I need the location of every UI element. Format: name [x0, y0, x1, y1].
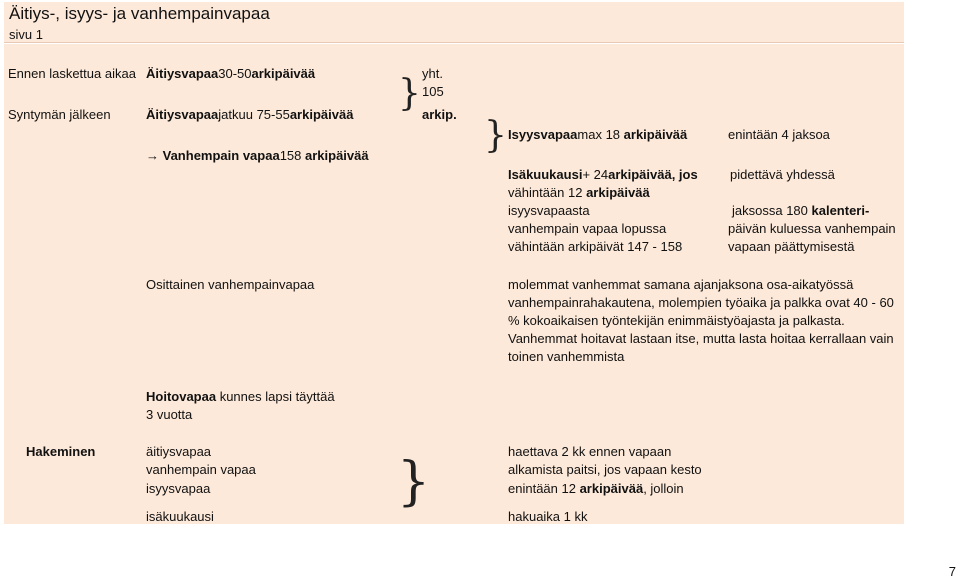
partial-line5: toinen vanhemmista [508, 349, 625, 364]
together-line4: vapaan päättymisestä [728, 239, 855, 254]
application-right2: alkamista paitsi, jos vapaan kesto [508, 462, 702, 477]
together-line1: pidettävä yhdessä [730, 167, 835, 182]
after-birth-detail [146, 106, 353, 124]
total-line2: 105 [422, 84, 444, 99]
isakuukausi-min-unit: arkipäivää [586, 185, 650, 200]
application-item-isakuukausi: isäkuukausi [146, 509, 214, 524]
brace-maternity: } [398, 73, 421, 114]
page-subtitle: sivu 1 [9, 27, 43, 42]
brace-paternity: } [484, 115, 507, 156]
application-item-maternity: äitiysvapaa [146, 444, 212, 459]
label-partial-leave: Osittainen vanhempainvapaa [146, 277, 315, 292]
isakuukausi-line4: vanhempain vapaa lopussa [508, 221, 667, 236]
care-leave-line1 [146, 388, 335, 406]
before-birth-unit: arkipäivää [251, 66, 316, 81]
total-line3: arkip. [422, 107, 457, 122]
paternity-unit: arkipäivää [623, 127, 688, 142]
paternity-row [508, 126, 687, 144]
label-after-birth: Syntymän jälkeen [8, 107, 111, 122]
paternity-periods: enintään 4 jaksoa [728, 127, 830, 142]
isakuukausi-unit: arkipäivää, jos [608, 167, 698, 182]
application-right3-a: enintään 12 [508, 481, 580, 496]
paternity-max: max 18 [577, 127, 624, 142]
parental-days: 158 [279, 148, 305, 163]
isakuukausi-name: Isäkuukausi [508, 167, 583, 182]
together-days: jaksossa 180 [732, 203, 812, 218]
partial-line4: Vanhemmat hoitavat lastaan itse, mutta lasta hoitaa kerrallaan vain [508, 331, 894, 346]
before-birth-detail [146, 65, 315, 83]
maternity-name-2: Äitiysvapaa [146, 107, 219, 122]
content-panel [4, 44, 904, 524]
page-title: Äitiys-, isyys- ja vanhempainvapaa [9, 4, 270, 23]
application-right3-unit: arkipäivää [579, 481, 644, 496]
isakuukausi-min: vähintään 12 [508, 185, 587, 200]
isakuukausi-line3: isyysvapaasta [508, 203, 590, 218]
header-bar [4, 2, 904, 43]
together-unit: kalenteri- [811, 203, 870, 218]
care-leave-name: Hoitovapaa [146, 389, 217, 404]
isakuukausi-line5: vähintään arkipäivät 147 - 158 [508, 239, 683, 254]
maternity-name: Äitiysvapaa [146, 66, 219, 81]
partial-line2: vanhempainrahakautena, molempien työaika ja palkka ovat 40 - 60 [508, 295, 894, 310]
together-line3: päivän kuluessa vanhempain [728, 221, 896, 236]
after-birth-unit: arkipäivää [289, 107, 354, 122]
isakuukausi-line2 [508, 184, 650, 202]
label-application: Hakeminen [26, 444, 96, 459]
arrow-icon: → [146, 148, 159, 163]
brace-application: } [397, 452, 431, 512]
together-line2 [732, 202, 869, 220]
after-birth-days: jatkuu 75-55 [218, 107, 290, 122]
application-right3 [508, 480, 684, 498]
application-item-paternity: isyysvapaa [146, 481, 211, 496]
parental-unit: arkipäivää [305, 148, 369, 163]
total-line1: yht. [422, 66, 443, 81]
application-item-parental: vanhempain vapaa [146, 462, 256, 477]
page-number: 7 [948, 564, 956, 579]
partial-line3: % kokoaikaisen työntekijän enimmäistyöajasta ja palkasta. [508, 313, 845, 328]
label-before-birth: Ennen laskettua aikaa [8, 66, 136, 81]
partial-line1: molemmat vanhemmat samana ajanjaksona osa-aikatyössä [508, 277, 854, 292]
care-leave-rest: kunnes lapsi täyttää [216, 389, 335, 404]
isakuukausi-days: + 24 [582, 167, 609, 182]
parental-leave-row [146, 147, 369, 165]
before-birth-days: 30-50 [218, 66, 252, 81]
application-right4: hakuaika 1 kk [508, 509, 588, 524]
paternity-name: Isyysvapaa [508, 127, 578, 142]
application-right1: haettava 2 kk ennen vapaan [508, 444, 672, 459]
isakuukausi-line1 [508, 166, 698, 184]
application-right3-c: , jolloin [643, 481, 684, 496]
parental-name: Vanhempain vapaa [162, 148, 280, 163]
care-leave-line2: 3 vuotta [146, 407, 193, 422]
